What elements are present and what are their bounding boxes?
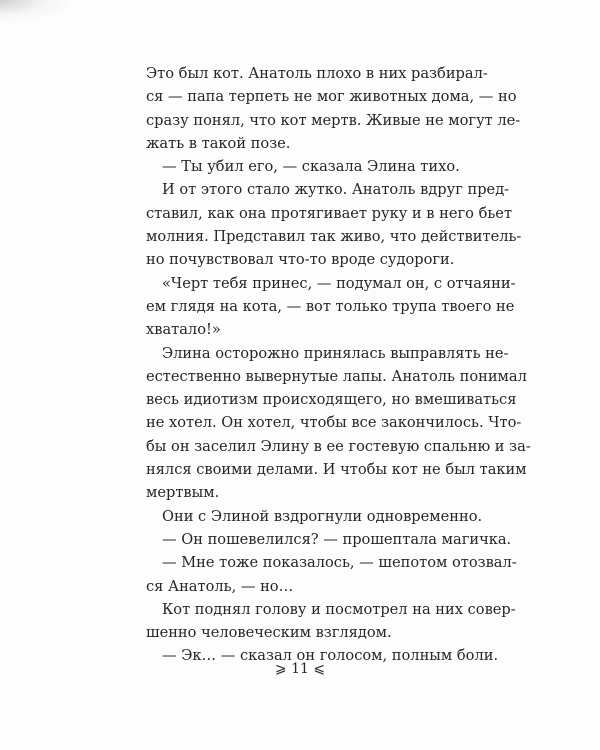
- text-line: — Он пошевелился? — прошептала магичка.: [162, 530, 512, 548]
- text-line: — Эк… — сказал он голосом, полным боли.: [162, 647, 499, 665]
- page-corner-shadow: [0, 0, 70, 22]
- text-line: не хотел. Он хотел, чтобы все закончилось. Что-: [146, 414, 522, 432]
- text-line: бы он заселил Элину в ее гостевую спальню и за-: [146, 437, 531, 455]
- text-line: хватало!»: [146, 321, 221, 339]
- text-line: Они с Элиной вздрогнули одновременно.: [162, 507, 483, 525]
- text-line: Кот поднял голову и посмотрел на них совер-: [162, 600, 516, 618]
- text-line: жать в такой позе.: [146, 134, 291, 152]
- text-line: «Черт тебя принес, — подумал он, с отчаяни-: [162, 274, 516, 292]
- page-number: ⩾ 11 ⩽: [274, 661, 326, 677]
- text-line: Это был кот. Анатоль плохо в них разбирал-: [146, 65, 488, 82]
- text-line: Элина осторожно принялась выправлять не-: [162, 344, 509, 362]
- text-line: шенно человеческим взглядом.: [146, 624, 392, 642]
- body-text: [146, 62, 531, 668]
- text-line: — Ты убил его, — сказала Элина тихо.: [162, 158, 460, 176]
- text-line: И от этого стало жутко. Анатоль вдруг пред-: [162, 181, 510, 199]
- text-line: ем глядя на кота, — вот только трупа твоего не: [146, 297, 515, 315]
- text-line: молния. Представил так живо, что действитель-: [146, 228, 522, 246]
- text-line: ся — папа терпеть не мог животных дома, — но: [146, 88, 517, 106]
- text-line: ся Анатоль, — но…: [146, 577, 294, 595]
- text-line: естественно вывернутые лапы. Анатоль понимал: [146, 367, 527, 385]
- text-line: сразу понял, что кот мертв. Живые не могут ле-: [146, 111, 521, 129]
- text-line: ставил, как она протягивает руку и в него бьет: [146, 204, 513, 222]
- text-line: — Мне тоже показалось, — шепотом отозвал-: [162, 554, 517, 572]
- text-line: нялся своими делами. И чтобы кот не был таким: [146, 461, 527, 479]
- text-line: но почувствовал что-то вроде судороги.: [146, 251, 455, 269]
- text-line: мертвым.: [146, 484, 220, 502]
- text-line: весь идиотизм происходящего, но вмешиваться: [146, 391, 517, 409]
